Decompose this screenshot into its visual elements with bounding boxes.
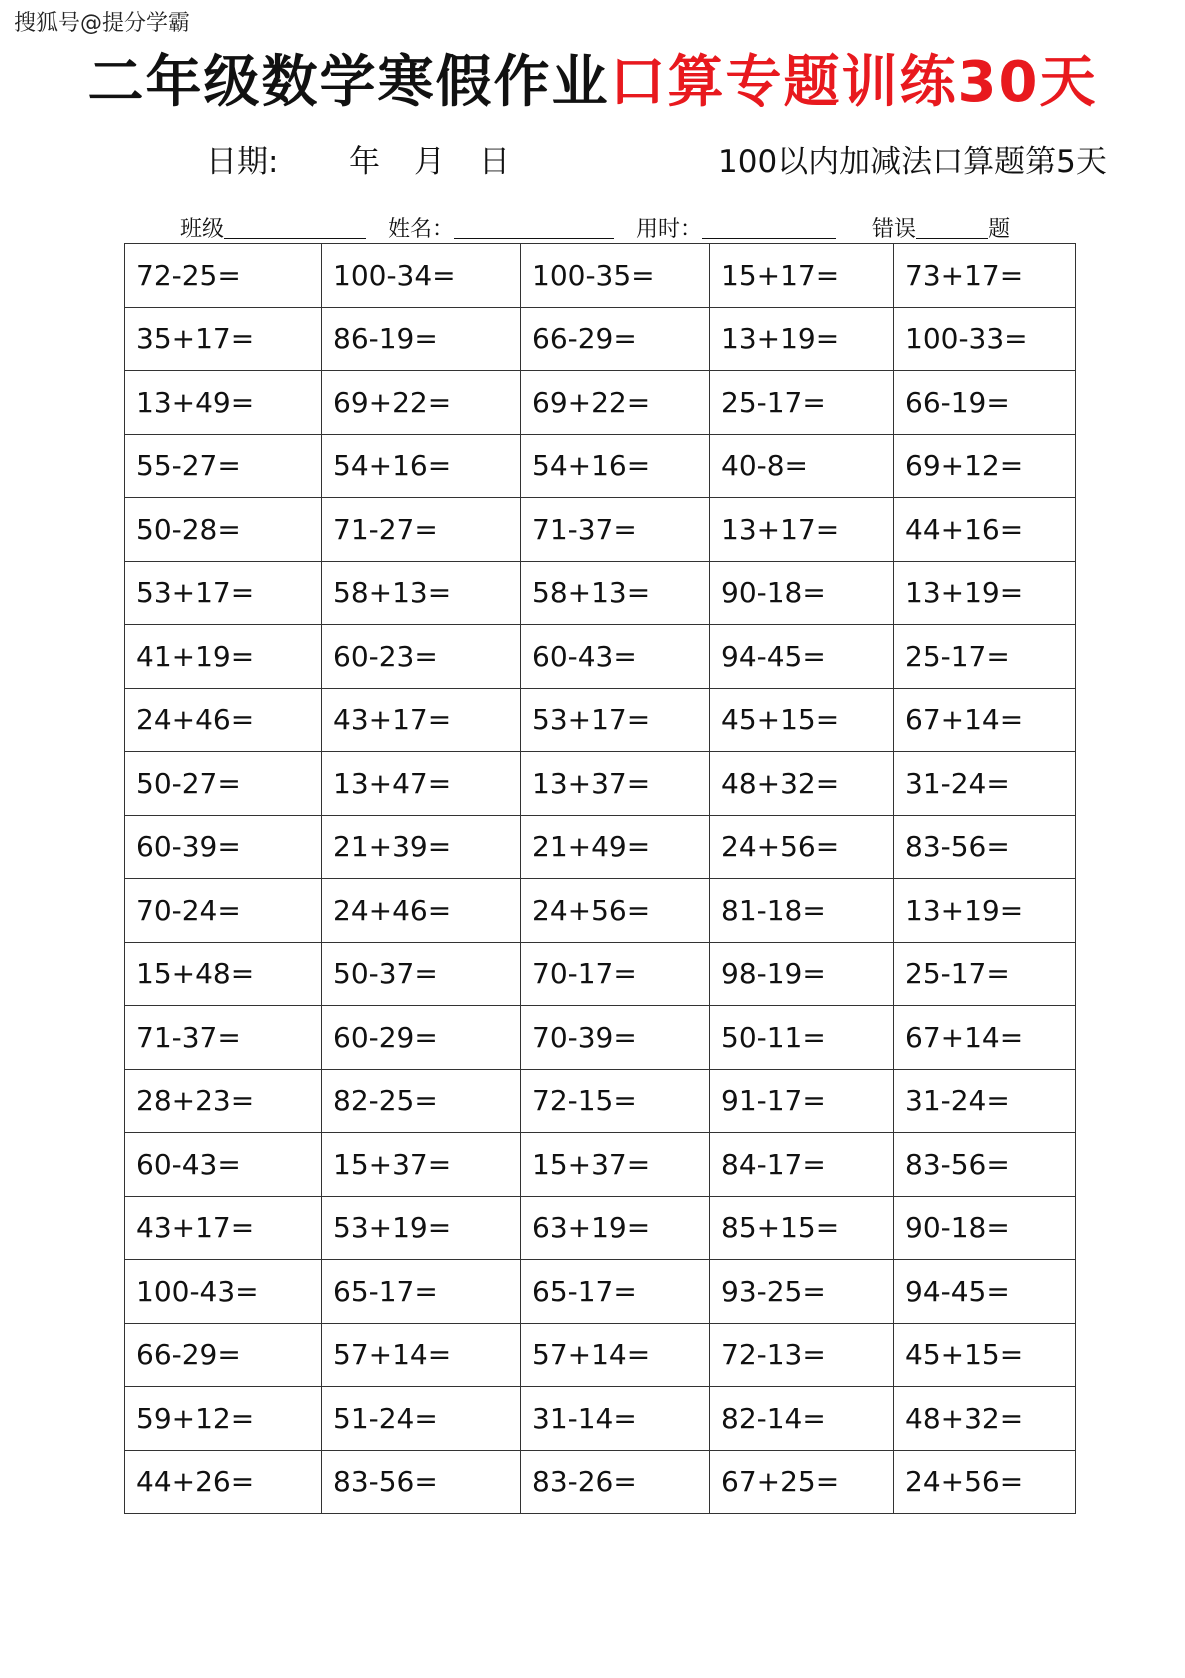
problem-cell[interactable]: 93-25=	[710, 1260, 894, 1324]
problem-cell[interactable]: 15+37=	[322, 1133, 521, 1197]
problem-cell[interactable]: 69+22=	[322, 371, 521, 435]
problem-cell[interactable]: 13+19=	[894, 561, 1076, 625]
title-part-black: 二年级数学寒假作业	[87, 50, 610, 115]
title-part-red: 口算专题训练30天	[609, 50, 1098, 115]
problem-cell[interactable]: 43+17=	[322, 688, 521, 752]
problem-cell[interactable]: 70-24=	[125, 879, 322, 943]
problem-cell[interactable]: 44+16=	[894, 498, 1076, 562]
problem-cell[interactable]: 13+47=	[322, 752, 521, 816]
problem-cell[interactable]: 25-17=	[894, 942, 1076, 1006]
table-row	[125, 561, 1076, 625]
worksheet-subtitle: 100以内加减法口算题第5天	[718, 144, 1107, 180]
problem-cell[interactable]: 31-14=	[521, 1387, 710, 1451]
problem-cell[interactable]: 67+14=	[894, 1006, 1076, 1070]
problem-cell[interactable]: 85+15=	[710, 1196, 894, 1260]
problem-cell[interactable]: 90-18=	[710, 561, 894, 625]
problem-cell[interactable]: 25-17=	[894, 625, 1076, 689]
problem-cell[interactable]: 45+15=	[710, 688, 894, 752]
problem-cell[interactable]: 21+49=	[521, 815, 710, 879]
problem-cell[interactable]: 40-8=	[710, 434, 894, 498]
problem-cell[interactable]: 53+19=	[322, 1196, 521, 1260]
problem-cell[interactable]: 58+13=	[322, 561, 521, 625]
problem-cell[interactable]: 67+14=	[894, 688, 1076, 752]
time-blank[interactable]	[702, 216, 836, 239]
problem-cell[interactable]: 94-45=	[894, 1260, 1076, 1324]
error-suffix: 题	[988, 217, 1011, 242]
problem-cell[interactable]: 15+37=	[521, 1133, 710, 1197]
problem-cell[interactable]: 25-17=	[710, 371, 894, 435]
problem-cell[interactable]: 28+23=	[125, 1069, 322, 1133]
table-row	[125, 1323, 1076, 1387]
problem-cell[interactable]: 71-37=	[125, 1006, 322, 1070]
class-label: 班级	[180, 217, 225, 242]
problem-cell[interactable]: 66-19=	[894, 371, 1076, 435]
problem-cell[interactable]: 13+19=	[710, 307, 894, 371]
problem-cell[interactable]: 72-25=	[125, 244, 322, 308]
problem-cell[interactable]: 84-17=	[710, 1133, 894, 1197]
problem-cell[interactable]: 50-28=	[125, 498, 322, 562]
problem-cell[interactable]: 65-17=	[322, 1260, 521, 1324]
problem-cell[interactable]: 72-15=	[521, 1069, 710, 1133]
problem-cell[interactable]: 65-17=	[521, 1260, 710, 1324]
table-row	[125, 1260, 1076, 1324]
table-row	[125, 942, 1076, 1006]
problem-cell[interactable]: 43+17=	[125, 1196, 322, 1260]
problem-cell[interactable]: 69+12=	[894, 434, 1076, 498]
problem-cell[interactable]: 50-11=	[710, 1006, 894, 1070]
problem-cell[interactable]: 100-33=	[894, 307, 1076, 371]
table-row	[125, 1387, 1076, 1451]
problem-cell[interactable]: 90-18=	[894, 1196, 1076, 1260]
problem-cell[interactable]: 100-43=	[125, 1260, 322, 1324]
problem-cell[interactable]: 98-19=	[710, 942, 894, 1006]
problem-cell[interactable]: 15+48=	[125, 942, 322, 1006]
problem-cell[interactable]: 83-56=	[894, 1133, 1076, 1197]
year-label: 年	[349, 144, 380, 180]
problem-cell[interactable]: 24+56=	[710, 815, 894, 879]
table-row	[125, 1006, 1076, 1070]
problem-cell[interactable]: 94-45=	[710, 625, 894, 689]
table-row	[125, 688, 1076, 752]
table-row	[125, 498, 1076, 562]
page-title	[0, 38, 1185, 118]
problem-cell[interactable]: 58+13=	[521, 561, 710, 625]
problem-cell[interactable]: 71-27=	[322, 498, 521, 562]
problem-cell[interactable]: 54+16=	[521, 434, 710, 498]
problem-cell[interactable]: 60-23=	[322, 625, 521, 689]
problem-cell[interactable]: 31-24=	[894, 752, 1076, 816]
problem-cell[interactable]: 83-26=	[521, 1450, 710, 1514]
class-blank[interactable]	[224, 216, 366, 239]
table-row	[125, 244, 1076, 308]
table-row	[125, 371, 1076, 435]
problem-cell[interactable]: 60-29=	[322, 1006, 521, 1070]
problem-cell[interactable]: 86-19=	[322, 307, 521, 371]
problem-cell[interactable]: 48+32=	[710, 752, 894, 816]
problem-cell[interactable]: 53+17=	[521, 688, 710, 752]
table-row	[125, 625, 1076, 689]
problem-cell[interactable]: 45+15=	[894, 1323, 1076, 1387]
problem-cell[interactable]: 100-34=	[322, 244, 521, 308]
problem-cell[interactable]: 21+39=	[322, 815, 521, 879]
problem-cell[interactable]: 13+37=	[521, 752, 710, 816]
problem-cell[interactable]: 70-17=	[521, 942, 710, 1006]
table-row	[125, 752, 1076, 816]
problem-table	[124, 243, 1076, 1514]
problem-cell[interactable]: 60-43=	[521, 625, 710, 689]
problem-cell[interactable]: 35+17=	[125, 307, 322, 371]
problem-cell[interactable]: 69+22=	[521, 371, 710, 435]
table-row	[125, 815, 1076, 879]
day-label: 日	[479, 144, 510, 180]
problem-cell[interactable]: 73+17=	[894, 244, 1076, 308]
problem-cell[interactable]: 31-24=	[894, 1069, 1076, 1133]
problem-cell[interactable]: 57+14=	[521, 1323, 710, 1387]
date-label: 日期:	[206, 144, 279, 180]
table-row	[125, 1069, 1076, 1133]
month-label: 月	[414, 144, 445, 180]
problem-cell[interactable]: 13+19=	[894, 879, 1076, 943]
error-label: 错误	[872, 217, 917, 242]
watermark: 搜狐号@提分学霸	[14, 11, 191, 36]
problem-cell[interactable]: 41+19=	[125, 625, 322, 689]
problem-cell[interactable]: 66-29=	[521, 307, 710, 371]
problem-cell[interactable]: 70-39=	[521, 1006, 710, 1070]
problem-cell[interactable]: 91-17=	[710, 1069, 894, 1133]
table-row	[125, 434, 1076, 498]
table-row	[125, 879, 1076, 943]
problem-cell[interactable]: 59+12=	[125, 1387, 322, 1451]
problem-cell[interactable]: 60-43=	[125, 1133, 322, 1197]
table-row	[125, 307, 1076, 371]
problem-cell[interactable]: 50-27=	[125, 752, 322, 816]
problem-cell[interactable]: 24+56=	[894, 1450, 1076, 1514]
problem-cell[interactable]: 82-14=	[710, 1387, 894, 1451]
table-row	[125, 1196, 1076, 1260]
problem-cell[interactable]: 53+17=	[125, 561, 322, 625]
problem-cell[interactable]: 48+32=	[894, 1387, 1076, 1451]
problem-cell[interactable]: 50-37=	[322, 942, 521, 1006]
name-blank[interactable]	[454, 216, 614, 239]
problem-cell[interactable]: 57+14=	[322, 1323, 521, 1387]
problem-cell[interactable]: 55-27=	[125, 434, 322, 498]
problem-cell[interactable]: 66-29=	[125, 1323, 322, 1387]
problem-cell[interactable]: 82-25=	[322, 1069, 521, 1133]
name-label: 姓名：	[388, 217, 455, 242]
error-blank[interactable]	[916, 216, 988, 239]
problem-cell[interactable]: 24+56=	[521, 879, 710, 943]
problem-cell[interactable]: 72-13=	[710, 1323, 894, 1387]
problem-cell[interactable]: 15+17=	[710, 244, 894, 308]
problem-cell[interactable]: 81-18=	[710, 879, 894, 943]
problem-cell[interactable]: 24+46=	[322, 879, 521, 943]
problem-cell[interactable]: 54+16=	[322, 434, 521, 498]
problem-cell[interactable]: 83-56=	[894, 815, 1076, 879]
problem-cell[interactable]: 83-56=	[322, 1450, 521, 1514]
problem-cell[interactable]: 24+46=	[125, 688, 322, 752]
table-row	[125, 1450, 1076, 1514]
student-info-fields	[180, 212, 1010, 243]
problem-cell[interactable]: 71-37=	[521, 498, 710, 562]
problem-cell[interactable]: 51-24=	[322, 1387, 521, 1451]
problem-cell[interactable]: 13+49=	[125, 371, 322, 435]
table-row	[125, 1133, 1076, 1197]
problem-cell[interactable]: 100-35=	[521, 244, 710, 308]
problem-cell[interactable]: 67+25=	[710, 1450, 894, 1514]
problem-cell[interactable]: 63+19=	[521, 1196, 710, 1260]
problem-cell[interactable]: 44+26=	[125, 1450, 322, 1514]
problem-cell[interactable]: 13+17=	[710, 498, 894, 562]
problem-cell[interactable]: 60-39=	[125, 815, 322, 879]
time-label: 用时：	[636, 217, 703, 242]
